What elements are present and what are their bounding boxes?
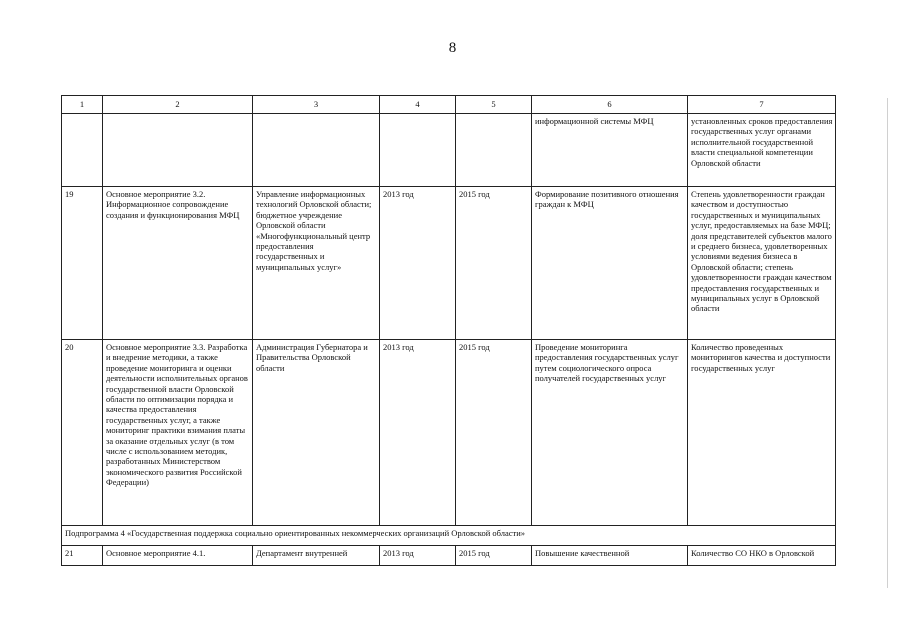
cell-executor: [253, 114, 380, 187]
cell-indicator: Количество СО НКО в Орловской: [688, 546, 836, 566]
cell-activity: [103, 114, 253, 187]
cell-num: 20: [62, 340, 103, 526]
column-header-1: 1: [62, 96, 103, 114]
cell-start: [380, 114, 456, 187]
column-header-7: 7: [688, 96, 836, 114]
cell-end: 2015 год: [456, 340, 532, 526]
column-header-3: 3: [253, 96, 380, 114]
cell-num: [62, 114, 103, 187]
cell-start: 2013 год: [380, 340, 456, 526]
cell-result: информационной системы МФЦ: [532, 114, 688, 187]
column-header-4: 4: [380, 96, 456, 114]
cell-executor: Департамент внутренней: [253, 546, 380, 566]
column-header-5: 5: [456, 96, 532, 114]
cell-end: 2015 год: [456, 546, 532, 566]
page-edge-line: [887, 98, 888, 588]
cell-start: 2013 год: [380, 546, 456, 566]
cell-result: Проведение мониторинга предоставления государственных услуг путем социологического опроса получателей государственных услуг: [532, 340, 688, 526]
cell-num: 19: [62, 187, 103, 340]
column-header-6: 6: [532, 96, 688, 114]
column-header-2: 2: [103, 96, 253, 114]
cell-activity: Основное мероприятие 3.2. Информационное сопровождение создания и функционирования МФЦ: [103, 187, 253, 340]
page-number: 8: [448, 40, 457, 56]
table-row-19: [62, 187, 836, 340]
cell-executor: Управление информационных технологий Орловской области; бюджетное учреждение Орловской области «Многофункциональный центр предоставления государственных и муниципальных услуг»: [253, 187, 380, 340]
cell-executor: Администрация Губернатора и Правительства Орловской области: [253, 340, 380, 526]
section-title: Подпрограмма 4 «Государственная поддержка социально ориентированных некоммерческих организаций Орловской области»: [62, 526, 836, 546]
cell-result: Повышение качественной: [532, 546, 688, 566]
cell-indicator: Количество проведенных мониторингов качества и доступности государственных услуг: [688, 340, 836, 526]
cell-start: 2013 год: [380, 187, 456, 340]
cell-result: Формирование позитивного отношения граждан к МФЦ: [532, 187, 688, 340]
table-row-21: [62, 546, 836, 566]
section-row: [62, 526, 836, 546]
table-row-20: [62, 340, 836, 526]
cell-end: 2015 год: [456, 187, 532, 340]
program-table: [61, 95, 836, 566]
cell-num: 21: [62, 546, 103, 566]
cell-indicator: Степень удовлетворенности граждан качеством и доступностью государственных и муниципальных услуг, предоставляемых на базе МФЦ; доля представителей субъектов малого и среднего бизнеса, удовлетворенных условиями ведения бизнеса в Орловской области; степень удовлетворенности граждан качеством предоставления государственных и муниципальных услуг в Орловской области: [688, 187, 836, 340]
header-row: [62, 96, 836, 114]
table-row-continuation: [62, 114, 836, 187]
cell-activity: Основное мероприятие 4.1.: [103, 546, 253, 566]
cell-activity: Основное мероприятие 3.3. Разработка и внедрение методики, а также проведение мониторинга и оценки деятельности исполнительных органов государственной власти Орловской области по оптимизации порядка и качества предоставления государственных услуг, а также мониторинг практики взимания платы за оказание отдельных услуг (в том числе с использованием методик, разработанных Министерством экономического развития Российской Федерации): [103, 340, 253, 526]
cell-indicator: установленных сроков предоставления государственных услуг органами исполнительной государственной власти специальной компетенции Орловской области: [688, 114, 836, 187]
cell-end: [456, 114, 532, 187]
